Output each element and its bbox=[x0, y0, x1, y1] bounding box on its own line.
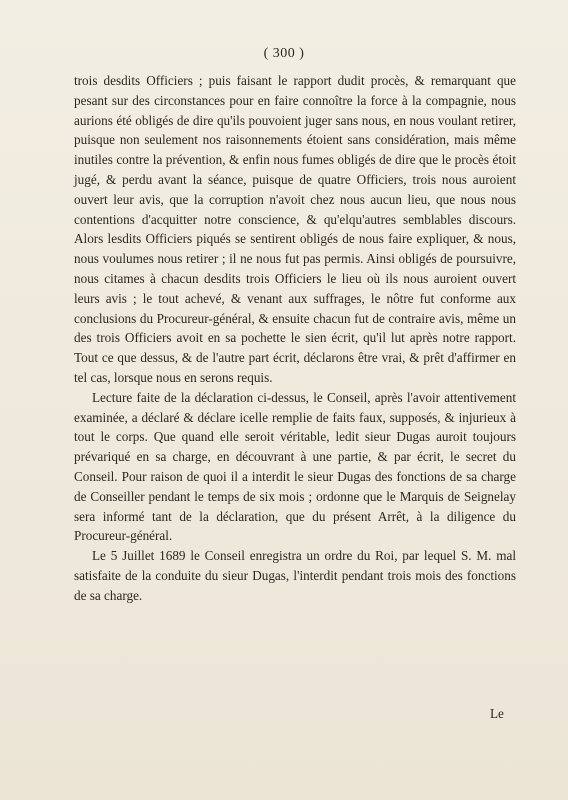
body-text bbox=[74, 71, 516, 606]
catchword: Le bbox=[490, 706, 504, 721]
paragraph-continuation: trois desdits Officiers ; puis faisant le rapport dudit procès, & remarquant que pesant sur des circonstances pour en faire connoître la force à la compagnie, nous aurions été obligés de dire qu'ils pouvoient juger sans nous, en nous voulant retirer, puisque non seulement nos raisonnements étoient sans considération, mais même inutiles contre la prévention, & enfin nous fumes obligés de dire que le procès étoit jugé, & perdu avant la séance, puisque de quatre Officiers, trois nous auroient ouvert leur avis, que la corruption n'avoit chez nous aucun lieu, que nous nous contentions d'acquitter notre conscience, & qu'elqu'autres semblables discours. Alors lesdits Officiers piqués se sentirent obligés de nous faire expliquer, & nous, nous voulumes nous retirer ; il ne nous fut pas permis. Ainsi obligés de poursuivre, nous citames à chacun desdits trois Officiers le lieu où ils nous auroient ouvert leurs avis ; le tout achevé, & venant aux suffrages, le nôtre fut conforme aux conclusions du Procureur-général, & ensuite chacun fut de contraire avis, même un des trois Officiers avoit en sa pochette le sien écrit, qu'il lut après notre rapport. Tout ce que dessus, & de l'autre part écrit, déclarons être vrai, & prêt d'affirmer en tel cas, lorsque nous en serons requis. bbox=[74, 73, 516, 385]
page-number: ( 300 ) bbox=[263, 46, 305, 61]
paragraph-lecture: Lecture faite de la déclaration ci-dessus, le Conseil, après l'avoir attentivement examinée, a déclaré & déclare icelle remplie de faits faux, supposés, & injurieux à tout le corps. Que quand elle seroit véritable, ledit sieur Dugas auroit toujours prévariqué en sa charge, en découvrant à une partie, & par écrit, le secret du Conseil. Pour raison de quoi il a interdit le sieur Dugas des fonctions de sa charge de Conseiller pendant le temps de six mois ; ordonne que le Marquis de Seignelay sera informé tant de la déclaration, que du présent Arrêt, à la diligence du Procureur-général. bbox=[74, 389, 516, 544]
paragraph-juillet: Le 5 Juillet 1689 le Conseil enregistra un ordre du Roi, par lequel S. M. mal satisfaite de la conduite du sieur Dugas, l'interdit pendant trois mois des fonctions de sa charge. bbox=[74, 548, 516, 603]
